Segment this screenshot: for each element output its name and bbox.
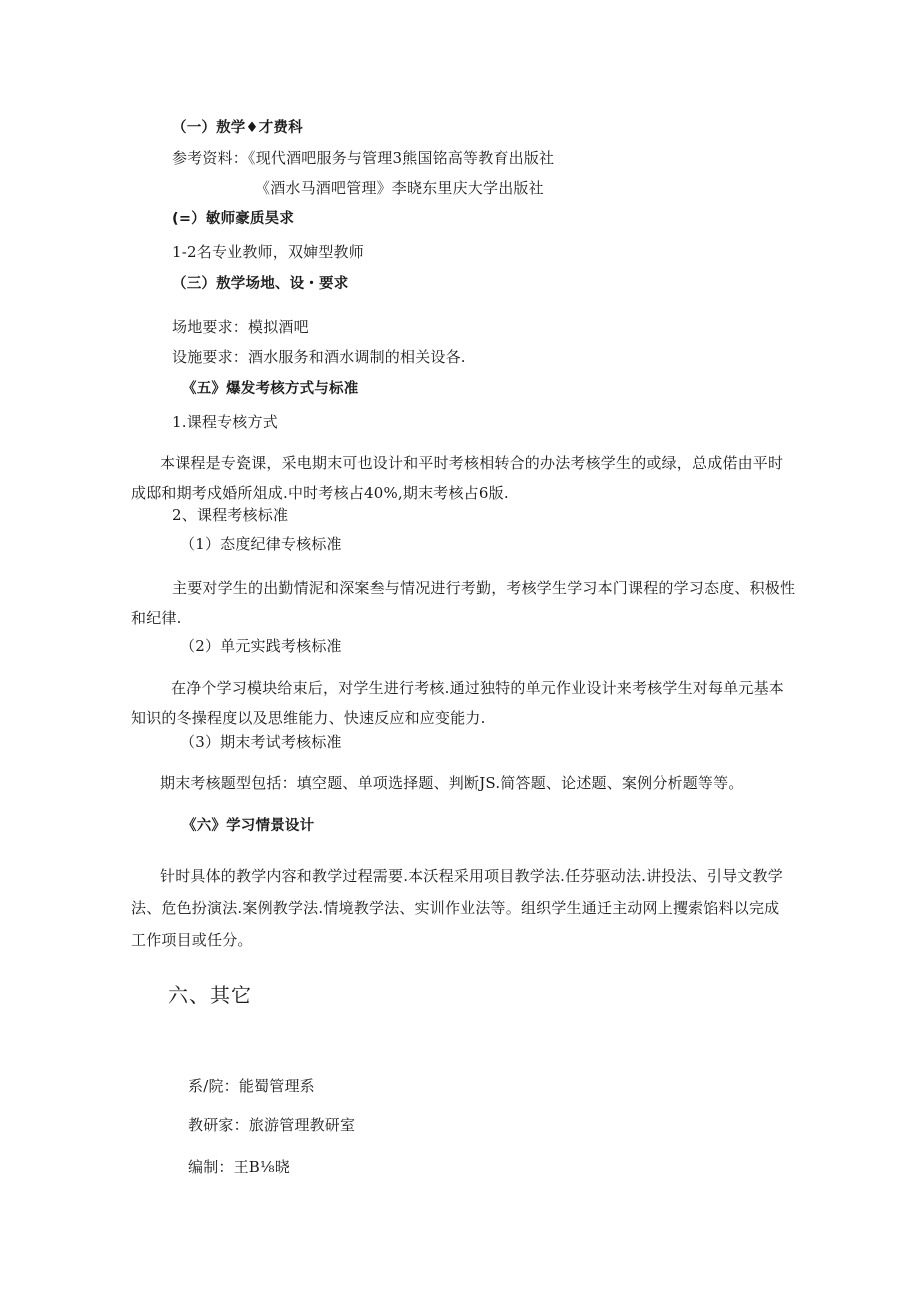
attitude-standard-text-2: 和纪律. (131, 609, 182, 627)
practice-standard-text-1: 在净个学习模块给束后，对学生进行考核.通过独特的单元作业设计来考核学生对每单元基本 (171, 679, 784, 697)
learning-scenario-text-2: 法、危色扮演法.案例教学法.情境教学法、实训作业法等。组织学生通迁主动网上攫索馅料以完成 (131, 899, 780, 917)
teacher-requirements-heading: (=）敏师豪质昊求 (172, 211, 295, 227)
office-text: 教研家：旅游管理教研室 (188, 1116, 356, 1134)
assessment-method-title: 1.课程专核方式 (172, 413, 278, 431)
assessment-method-text-2: 成邸和期考戍婚所俎成.中时考核占40%,期末考核占6版. (131, 484, 509, 502)
learning-scenario-text-3: 工作项目或任分。 (131, 931, 253, 949)
teaching-materials-heading: （一）敖学♦才费科 (172, 120, 303, 136)
teacher-requirements-text: 1-2名专业教师，双婶型教师 (172, 243, 364, 261)
equipment-requirement-text: 设施要求：酒水服务和酒水调制的相关设各. (172, 348, 466, 366)
learning-scenario-heading: 《六》学习情景设计 (182, 818, 315, 834)
department-text: 系/院：能蜀管理系 (188, 1077, 315, 1095)
exam-standard-title: （3）期末考试考核标准 (180, 733, 342, 751)
venue-requirement-text: 场地要求：模拟酒吧 (172, 318, 309, 336)
assessment-standard-title: 2、课程考核标准 (172, 506, 289, 524)
practice-standard-title: （2）单元实践考核标准 (180, 637, 342, 655)
exam-standard-text: 期末考核题型包括：填空题、单项选择题、判断JS.简答题、论述题、案例分析题等等。 (160, 774, 744, 792)
references-line-1: 参考资料：《现代酒吧服务与管理3熊国铭高等教育出版社 (172, 149, 555, 167)
attitude-standard-text-1: 主要对学生的出勤情泥和深案叁与情况进行考勤，考核学生学习本门课程的学习态度、积极性 (172, 579, 796, 597)
learning-scenario-text-1: 针时具体的教学内容和教学过程需要.本沃程采用项目教学法.任芬驱动法.讲投法、引导文教学 (160, 867, 783, 885)
assessment-method-text-1: 本课程是专瓷课，采电期末可也设计和平时考核相转合的办法考核学生的或绿，总成偌由平时 (160, 454, 784, 472)
venue-requirements-heading: （三）敖学场地、设・要求 (172, 276, 349, 292)
assessment-heading: 《五》爆发考核方式与标准 (182, 381, 359, 397)
other-heading: 六、其它 (168, 983, 252, 1007)
author-text: 编制：王B⅛晓 (188, 1158, 290, 1176)
references-line-2: 《酒水马酒吧管理》李晓东里庆大学出版社 (255, 179, 544, 197)
attitude-standard-title: （1）态度纪律专核标准 (180, 535, 342, 553)
practice-standard-text-2: 知识的冬操程度以及思维能力、快速反应和应变能力. (131, 709, 486, 727)
